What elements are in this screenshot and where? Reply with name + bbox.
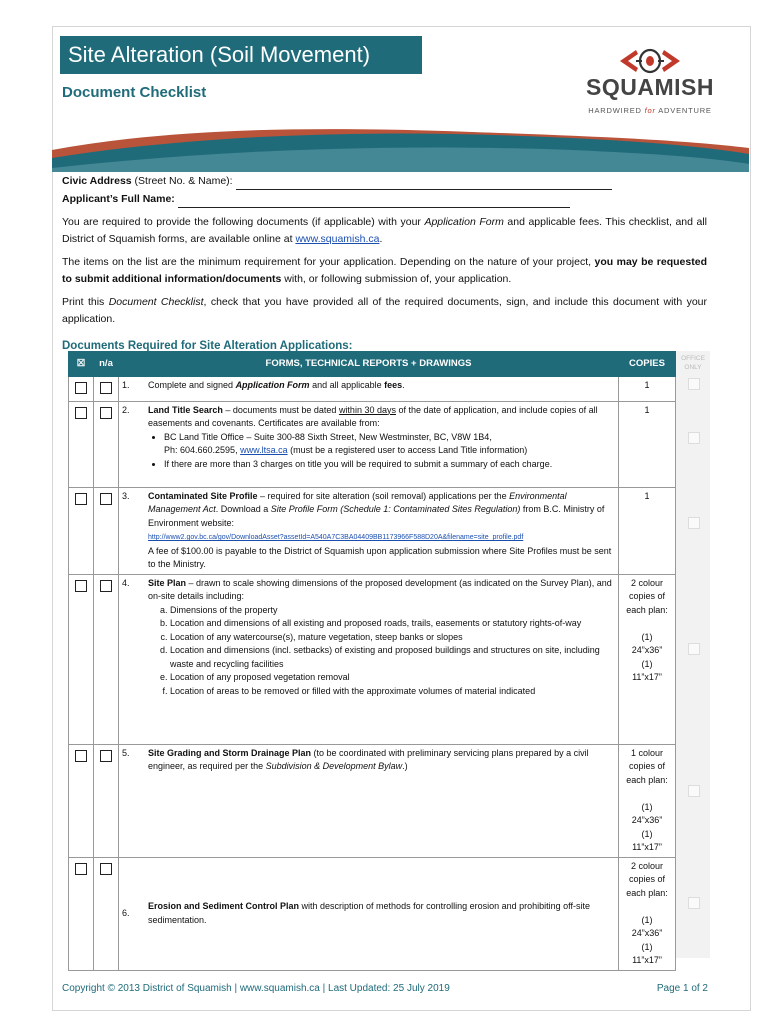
page-title: Site Alteration (Soil Movement) <box>60 36 422 74</box>
item-number: 2. <box>119 401 146 487</box>
list-item: f. Location of areas to be removed or filled with the approximate volumes of material indicated <box>170 685 614 699</box>
office-checkbox[interactable] <box>688 378 700 390</box>
list-item: d. Location and dimensions (incl. setbacks) of existing and proposed buildings and structures on site, including waste and recycling facilities <box>170 644 614 671</box>
item-number: 6. <box>119 857 146 970</box>
squamish-logo <box>580 46 720 122</box>
intro-paragraph-3: Print this Document Checklist, check that you have provided all of the required documents, sign, and include this document with your application. <box>62 296 707 325</box>
header-check-col: ☒ <box>69 352 94 377</box>
provided-checkbox[interactable] <box>75 382 87 394</box>
civic-address-field[interactable] <box>236 177 612 190</box>
header-wave-banner <box>52 118 749 172</box>
office-only-label: OFFICE ONLY <box>681 355 705 371</box>
table-row <box>69 377 676 402</box>
table-row <box>69 574 676 744</box>
office-checkbox[interactable] <box>688 517 700 529</box>
na-checkbox[interactable] <box>100 863 112 875</box>
header-copies-col: COPIES <box>619 352 676 377</box>
intro-paragraph-1: You are required to provide the following documents (if applicable) with your Application Form and applicable fees. This checklist, and all District of Squamish forms, are available online at www.squamish.ca. <box>62 216 708 245</box>
logo-wordmark: SQUAMISH <box>586 74 714 100</box>
item-description: Erosion and Sediment Control Plan with description of methods for controlling erosion and prohibiting off-site sedimentation. <box>145 857 619 970</box>
item-description: Complete and signed Application Form and all applicable fees. <box>145 377 619 402</box>
provided-checkbox[interactable] <box>75 580 87 592</box>
provided-checkbox[interactable] <box>75 750 87 762</box>
provided-checkbox[interactable] <box>75 863 87 875</box>
intro-content <box>62 172 707 355</box>
civic-address-row <box>62 172 707 190</box>
table-row <box>69 401 676 487</box>
site-plan-details-list <box>148 604 614 699</box>
item-number: 5. <box>119 744 146 857</box>
list-item: a. Dimensions of the property <box>170 604 614 618</box>
provided-checkbox[interactable] <box>75 407 87 419</box>
item-number: 1. <box>119 377 146 402</box>
site-profile-link[interactable]: http://www2.gov.bc.ca/gov/DownloadAsset?assetId=A540A7C3BA04409BB1173966F588D20A&filename=site_profile.pdf <box>148 534 524 541</box>
item-copies: 1 <box>619 377 676 402</box>
table-row <box>69 487 676 574</box>
table-header-row <box>69 352 676 377</box>
office-checkbox[interactable] <box>688 785 700 797</box>
civic-address-hint: (Street No. & Name): <box>131 175 233 187</box>
document-checklist-table <box>68 351 676 971</box>
list-item: c. Location of any watercourse(s), mature vegetation, steep banks or slopes <box>170 631 614 645</box>
item-description: Site Grading and Storm Drainage Plan (to be coordinated with preliminary servicing plans prepared by a civil engineer, as required per the Subdivision & Development Bylaw.) <box>145 744 619 857</box>
item-number: 4. <box>119 574 146 744</box>
list-item: • BC Land Title Office – Suite 300-88 Sixth Street, New Westminster, BC, V8W 1B4, Ph: 604.660.2595, www.ltsa.ca (must be a registered user to access Land Title information) <box>164 431 614 458</box>
list-item: b. Location and dimensions of all existing and proposed roads, trails, easements or statutory rights-of-way <box>170 617 614 631</box>
table-row <box>69 857 676 970</box>
item-copies: 1 colour copies of each plan: (1) 24”x36” (1) 11”x17” <box>619 744 676 857</box>
na-checkbox[interactable] <box>100 493 112 505</box>
list-item: • If there are more than 3 charges on title you will be required to submit a summary of each charge. <box>164 458 614 472</box>
office-checkbox[interactable] <box>688 897 700 909</box>
item-number: 3. <box>119 487 146 574</box>
item-description: Site Plan – drawn to scale showing dimensions of the proposed development (as indicated on the Survey Plan), and on-site details including: a. Dimensions of the property b. Location and dimensions of all existing and proposed roads, trails, easements or statutory rights-of-way c. Location of any watercourse(s), mature vegetation, steep banks or slopes d. Location and dimensions (incl. setbacks) of existing and proposed buildings and structures on site, including waste and recycling facilities e. Location of any proposed vegetation removal f. Location of areas to be removed or filled with the approximate volumes of material indicated <box>145 574 619 744</box>
table-row <box>69 744 676 857</box>
applicant-name-label: Applicant’s Full Name: <box>62 193 175 205</box>
na-checkbox[interactable] <box>100 407 112 419</box>
header-na-col: n/a <box>94 352 119 377</box>
logo-tagline: HARDWIRED for ADVENTURE <box>588 106 712 115</box>
item-copies: 1 <box>619 487 676 574</box>
provided-checkbox[interactable] <box>75 493 87 505</box>
office-checkbox[interactable] <box>688 432 700 444</box>
page-subtitle: Document Checklist <box>62 84 207 101</box>
na-checkbox[interactable] <box>100 580 112 592</box>
applicant-name-row <box>62 190 707 208</box>
item-copies: 1 <box>619 401 676 487</box>
item-copies: 2 colour copies of each plan: (1) 24”x36” (1) 11”x17” <box>619 574 676 744</box>
item-copies: 2 colour copies of each plan: (1) 24”x36” (1) 11”x17” <box>619 857 676 970</box>
item-description: Land Title Search – documents must be dated within 30 days of the date of application, and include copies of all easements and covenants. Certificates are available from: • BC Land Title Office – Suite 300-88 Sixth Street, New Westminster, BC, V8W 1B4, Ph: 604.660.2595, www.ltsa.ca (must be a registered user to access Land Title information) • If there are more than 3 charges on title you will be required to submit a summary of each charge. <box>145 401 619 487</box>
office-checkbox[interactable] <box>688 643 700 655</box>
page-number: Page 1 of 2 <box>656 983 708 994</box>
na-checkbox[interactable] <box>100 382 112 394</box>
na-checkbox[interactable] <box>100 750 112 762</box>
list-item: e. Location of any proposed vegetation removal <box>170 671 614 685</box>
item-description: Contaminated Site Profile – required for site alteration (soil removal) applications per the Environmental Management Act. Download a Site Profile Form (Schedule 1: Contaminated Sites Regulation) from B.C. Ministry of Environment website: http://www2.gov.bc.ca/gov/DownloadAsset?assetId=A540A7C3BA04409BB1173966F588D20A&filename=site_profile.pdf A fee of $100.00 is payable to the District of Squamish upon application submission where Site Profiles must be sent to the Ministry. <box>145 487 619 574</box>
logo-mark-icon <box>580 46 720 76</box>
squamish-website-link[interactable]: www.squamish.ca <box>295 233 380 245</box>
civic-address-label: Civic Address <box>62 175 132 187</box>
footer-copyright: Copyright © 2013 District of Squamish | www.squamish.ca | Last Updated: 25 July 2019 <box>62 983 450 994</box>
ltsa-link[interactable]: www.ltsa.ca <box>240 445 288 455</box>
header-forms-col: FORMS, TECHNICAL REPORTS + DRAWINGS <box>119 352 619 377</box>
intro-paragraph-2: The items on the list are the minimum requirement for your application. Depending on the nature of your project, you may be requested to submit additional information/documents with, or following submission of, your application. <box>62 256 707 285</box>
section-heading: Documents Required for Site Alteration Applications: <box>62 340 353 352</box>
applicant-name-field[interactable] <box>178 195 570 208</box>
